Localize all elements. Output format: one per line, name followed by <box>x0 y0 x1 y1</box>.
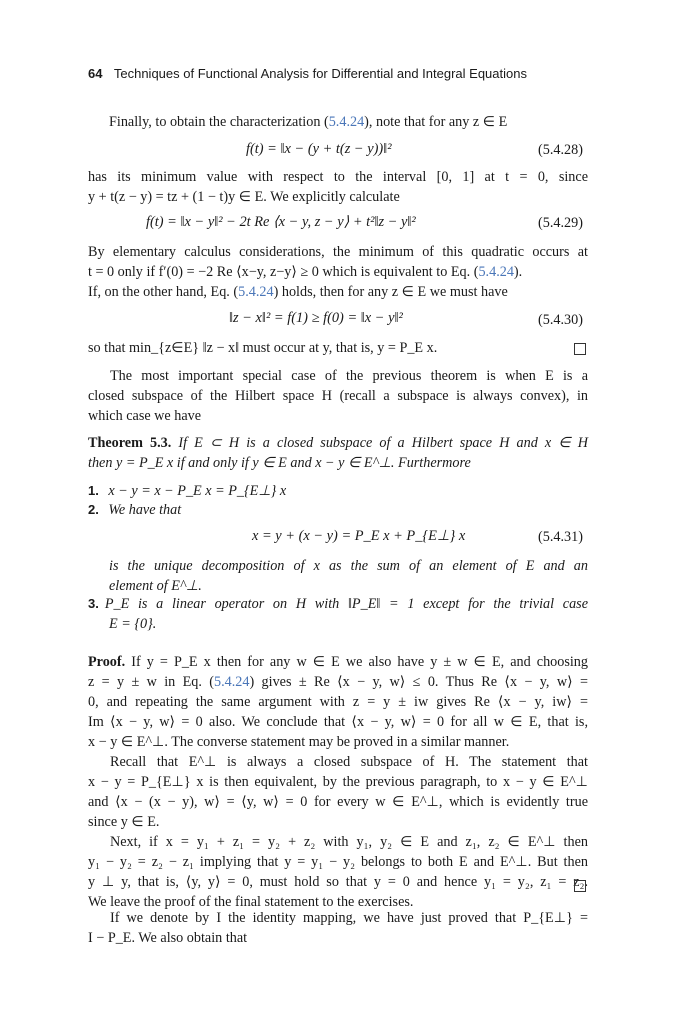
paragraph-calculus: By elementary calculus considerations, the minimum of this quadratic occurs at t = 0 only if f′(0) = −2 Re ⟨x−y, z−y⟩ ≥ 0 which is equivalent to Eq. (5.4.24). If, on the other hand, Eq. (5.4.24) holds, then for any z ∈ E we must have <box>88 244 588 300</box>
equation-5-4-30: ‖z − x‖² = f(1) ≥ f(0) = ‖x − y‖² <box>229 310 403 326</box>
equation-number: (5.4.28) <box>538 142 583 158</box>
theorem-item-2: 2. We have that <box>88 502 182 518</box>
eq-reference-link[interactable]: 5.4.24 <box>214 674 250 690</box>
running-header <box>88 66 527 81</box>
paragraph-minimum: has its minimum value with respect to the interval [0, 1] at t = 0, since y + t(z − y) = tz + (1 − t)y ∈ E. We explicitly calculate <box>88 169 588 205</box>
theorem-5-3: Theorem 5.3. If E ⊂ H is a closed subspace of a Hilbert space H and x ∈ H then y = P_E x if and only if y ∈ E and x − y ∈ E^⊥. Furthermore <box>88 435 588 471</box>
theorem-item-1: 1. x − y = x − P_E x = P_{E⊥} x <box>88 483 287 499</box>
equation-5-4-28: f(t) = ‖x − (y + t(z − y))‖² <box>246 141 392 157</box>
equation-5-4-29: f(t) = ‖x − y‖² − 2t Re ⟨x − y, z − y⟩ + t²‖z − y‖² <box>146 214 416 230</box>
proof-block: Proof. If y = P_E x then for any w ∈ E we also have y ± w ∈ E, and choosing z = y ± w in Eq. (5.4.24) gives ± Re ⟨x − y, w⟩ ≤ 0. Thus Re ⟨x − y, w⟩ = 0, and repeating the same argument with z = y ± iw gives Re ⟨x − y, iw⟩ = Im ⟨x − y, w⟩ = 0 also. We conclude that ⟨x − y, w⟩ = 0 for all w ∈ E, that is, x − y ∈ E^⊥. The converse statement may be proved in a similar manner. Recall that E^⊥ is always a closed subspace of H. The statement that x − y = P_{E⊥} x is then equivalent, by the previous paragraph, to x − y ∈ E^⊥ and ⟨x − (x − y), w⟩ = ⟨y, w⟩ = 0 for every w ∈ E^⊥, which is evidently true since y ∈ E. Next, if x = y₁ + z₁ = y₂ + z₂ with y₁, y₂ ∈ E and z₁, z₂ ∈ E^⊥ then y₁ − y₂ = z₂ − z₁ implying that y = y₁ − y₂ belongs to both E and E^⊥. But then y ⊥ y, that is, ⟨y, y⟩ = 0, must hold so that y = 0 and hence y₁ = y₂, z₁ = z₂. We leave the proof of the final statement to the exercises. <box>88 654 588 910</box>
equation-number: (5.4.30) <box>538 312 583 328</box>
eq-reference-link[interactable]: 5.4.24 <box>478 264 514 280</box>
paragraph-intro: Finally, to obtain the characterization (5.4.24), note that for any z ∈ E <box>109 114 508 130</box>
eq-reference-link[interactable]: 5.4.24 <box>238 284 274 300</box>
theorem-item-3: 3. P_E is a linear operator on H with ‖P_E‖ = 1 except for the trivial case E = {0}. <box>88 596 588 632</box>
paragraph-identity: If we denote by I the identity mapping, we have just proved that P_{E⊥} = I − P_E. We also obtain that <box>88 910 588 946</box>
running-title: Techniques of Functional Analysis for Differential and Integral Equations <box>113 66 527 81</box>
equation-5-4-31: x = y + (x − y) = P_E x + P_{E⊥} x <box>252 528 466 544</box>
theorem-label: Theorem 5.3. <box>88 435 172 451</box>
equation-number: (5.4.31) <box>538 529 583 545</box>
qed-symbol <box>574 343 586 355</box>
proof-label: Proof. <box>88 654 126 670</box>
eq-reference-link[interactable]: 5.4.24 <box>328 114 365 130</box>
theorem-item-2-continued: is the unique decomposition of x as the sum of an element of E and an element of E^⊥. <box>109 558 588 594</box>
equation-number: (5.4.29) <box>538 215 583 231</box>
qed-symbol <box>574 880 586 892</box>
paragraph-conclusion: so that min_{z∈E} ‖z − x‖ must occur at y, that is, y = P_E x. <box>88 340 438 356</box>
paragraph-special-case: The most important special case of the previous theorem is when E is a closed subspace of the Hilbert space H (recall a subspace is always convex), in which case we have <box>88 368 588 424</box>
page-number: 64 <box>88 66 103 81</box>
